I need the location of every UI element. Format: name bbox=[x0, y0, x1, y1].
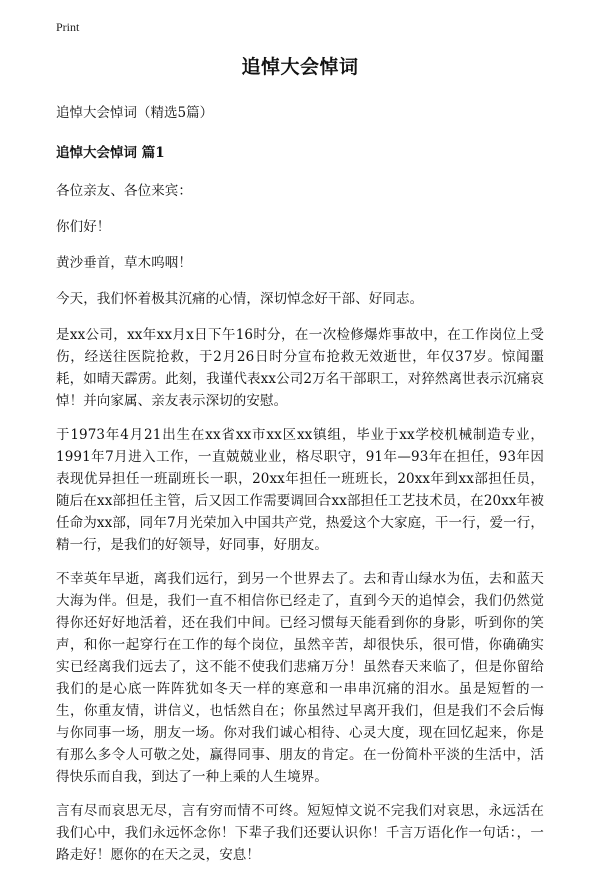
document-subtitle: 追悼大会悼词（精选5篇） bbox=[56, 105, 214, 121]
paragraph-mourning: 黄沙垂首，草木呜咽！ bbox=[56, 255, 192, 271]
paragraph-remembrance: 不幸英年早逝，离我们远行，到另一个世界去了。去和青山绿水为伍，去和蓝天大海为伴。但是，我们一直不相信你已经走了，直到今天的追悼会，我们仍然觉得你还好好地活着，还在我们中间。已经习惯每天能看到你的身影，听到你的笑声，和你一起穿行在工作的每个岗位，虽然辛苦，却很快乐，很可惜，你确确实实已经离我们远去了，这不能不使我们悲痛万分！虽然春天来临了，但是你留给我们的是心底一阵阵犹如冬天一样的寒意和一串串沉痛的泪水。虽是短暂的一生，你重友情，讲信义，也恬然自在；你虽然过早离开我们，但是我们不会后悔与你同事一场，朋友一场。你对我们诚心相待、心灵大度，现在回忆起来，你是有那么多令人可敬之处，赢得同事、朋友的肯定。在一份简朴平淡的生活中，活得快乐而自我，到达了一种上乘的人生境界。 bbox=[56, 571, 544, 785]
paragraph-biography: 于1973年4月21出生在xx省xx市xx区xx镇组，毕业于xx学校机械制造专业，1991年7月进入工作，一直兢兢业业，格尽职守，91年—93年在担任，93年因表现优异担任一班副班长一职，20xx年担任一班班长，20xx年到xx部担任员，随后在xx部担任主管，后又因工作需要调回合xx部担任工艺技术员，在20xx年被任命为xx部，同年7月光荣加入中国共产党，热爱这个大家庭，干一行，爱一行，精一行，是我们的好领导，好同事，好朋友。 bbox=[56, 427, 544, 553]
print-link[interactable]: Print bbox=[56, 20, 80, 34]
paragraph-accident: 是xx公司，xx年xx月x日下午16时分，在一次检修爆炸事故中，在工作岗位上受伤，经送往医院抢救，于2月26日时分宣布抢救无效逝世，年仅37岁。惊闻噩耗，如晴天霹雳。此刻，我谨代表xx公司2万名干部职工，对猝然离世表示沉痛哀悼！并向家属、亲友表示深切的安慰。 bbox=[56, 327, 544, 409]
document-page bbox=[56, 50, 544, 878]
paragraph-greeting: 各位亲友、各位来宾： bbox=[56, 183, 192, 199]
paragraph-intro: 今天，我们怀着极其沉痛的心情，深切悼念好干部、好同志。 bbox=[56, 291, 424, 307]
paragraph-closing: 言有尽而哀思无尽，言有穷而情不可终。短短悼文说不完我们对哀思，永远活在我们心中，我们永远怀念你！下辈子我们还要认识你！千言万语化作一句话：，一路走好！愿你的在天之灵，安息！ bbox=[56, 803, 544, 863]
section-heading: 追悼大会悼词 篇1 bbox=[56, 145, 165, 161]
page-title: 追悼大会悼词 bbox=[241, 56, 359, 78]
paragraph-hello: 你们好！ bbox=[56, 219, 111, 235]
